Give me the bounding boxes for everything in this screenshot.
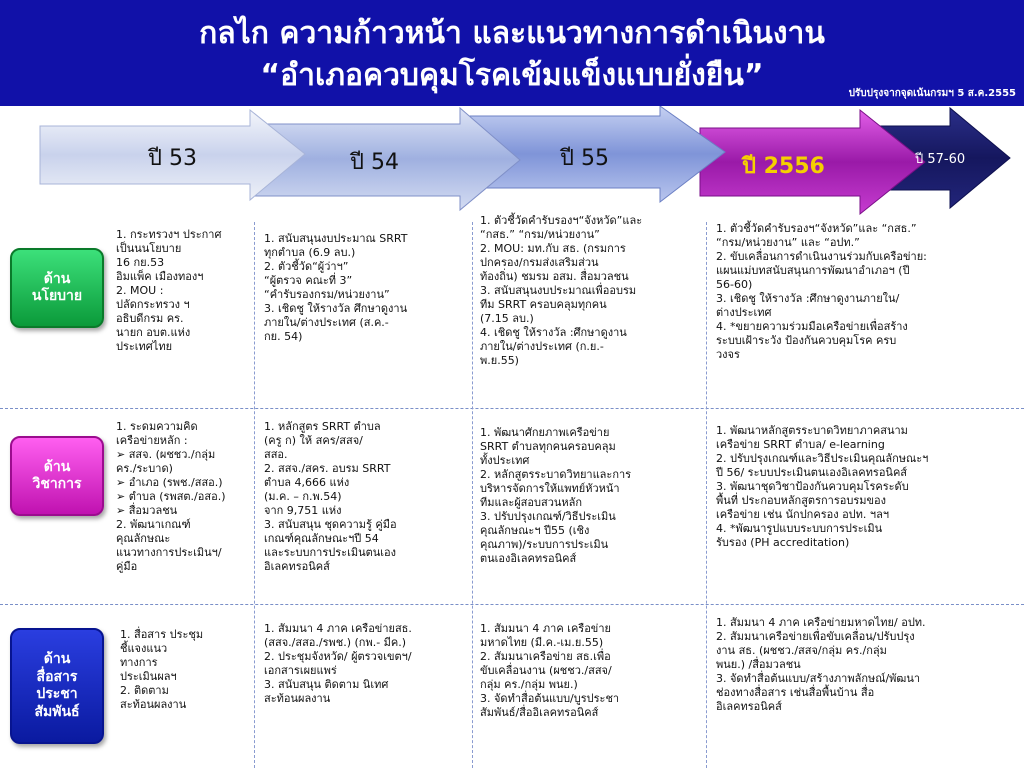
policy-cell-53: 1. กระทรวงฯ ประกาศ เป็นนนโยบาย 16 กย.53 อิมแพ็ค เมืองทองฯ 2. MOU : ปลัดกระทรวง ฯ อธิบดีกรม คร. นายก อบต.แห่ง ประเทศไทย — [116, 228, 222, 353]
academic-cell-55: 1. พัฒนาศักยภาพเครือข่าย SRRT ตำบลทุกคนครอบคลุม ทั้งประเทศ 2. หลักสูตรระบาดวิทยาและการ บริหารจัดการให้แพทย์หัวหน้า ทีมและผู้สอบสวนหลัก 3. ปรับปรุงเกณฑ์/วิธีประเมิน คุณลักษณะฯ ปี55 (เชิง คุณภาพ)/ระบบการประเมิน ตนเองอิเลคทรอนิคส์ — [480, 426, 632, 565]
academic-cell-56: 1. พัฒนาหลักสูตรระบาดวิทยาภาคสนาม เครือข่าย SRRT ตำบล/ e-learning 2. ปรับปรุงเกณฑ์และวิธีประเมินคุณลักษณะฯ ปี 56/ ระบบประเมินตนเองอิเลคทรอนิคส์ 3. พัฒนาชุดวิชาป้องกันควบคุมโรคระดับ พื้นที่ ประกอบหลักสูตรการอบรมของ เครือข่าย เช่น นักปกครอง อปท. ฯลฯ 4. *พัฒนารูปแบบระบบการประเมิน รับรอง (PH accreditation) — [716, 424, 929, 549]
communication-cell-56: 1. สัมมนา 4 ภาค เครือข่ายมหาดไทย/ อปท. 2. สัมมนาเครือข่ายเพื่อขับเคลื่อน/ปรับปรุง งาน สธ. (ผชชว./สสจ/กลุ่ม คร./กลุ่ม พนย.) /สื่อมวลชน 3. จัดทำสื่อต้นแบบ/สร้างภาพลักษณ์/พัฒนา ช่องทางสื่อสาร เช่นสื่อพื้นบ้าน สื่อ อิเลคทรอนิคส์ — [716, 616, 926, 713]
year-label-55: ปี 55 — [560, 146, 609, 171]
communication-cell-55: 1. สัมมนา 4 ภาค เครือข่าย มหาดไทย (มี.ค.-เม.ย.55) 2. สัมมนาเครือข่าย สธ.เพื่อ ขับเคลื่อนงาน (ผชชว./สสจ/ กลุ่ม คร./กลุ่ม พนย.) 3. จัดทำสื่อต้นแบบ/บูรประชา สัมพันธ์/สื่ออิเลคทรอนิคส์ — [480, 622, 620, 719]
column-divider — [254, 222, 255, 768]
communication-cell-54: 1. สัมมนา 4 ภาค เครือข่ายสธ. (สสจ./สสอ./รพช.) (กพ.- มีค.) 2. ประชุมจังหวัด/ ผู้ตรวจเขตฯ/ เอกสารเผยแพร่ 3. สนับสนุน ติดตาม นิเทศ สะท้อนผลงาน — [264, 622, 412, 705]
row-divider — [0, 408, 1024, 409]
page-title: กลไก ความก้าวหน้า และแนวทางการดำเนินงาน — [199, 16, 825, 51]
year-label-57-60: ปี 57-60 — [915, 152, 966, 167]
header-banner — [0, 0, 1024, 106]
year-label-53: ปี 53 — [148, 146, 197, 171]
academic-cell-54: 1. หลักสูตร SRRT ตำบล (ครู ก) ให้ สคร/สสจ/ สสอ. 2. สสจ./สคร. อบรม SRRT ตำบล 4,666 แห่ง (ม.ค. – ก.พ.54) จาก 9,751 แห่ง 3. สนับสนุน ชุดความรู้ คู่มือ เกณฑ์คุณลักษณะฯปี 54 และระบบการประเมินตนเอง อิเลคทรอนิคส์ — [264, 420, 397, 573]
row-divider — [0, 604, 1024, 605]
year-label-54: ปี 54 — [350, 150, 399, 175]
policy-cell-54: 1. สนับสนุนงบประมาณ SRRT ทุกตำบล (6.9 ลบ.) 2. ตัวชี้วัด“ผู้ว่าฯ” “ผู้ตรวจ คณะที่ 3” “คำรับรองกรม/หน่วยงาน” 3. เชิดชู ให้รางวัล ศึกษาดูงาน ภายใน/ต่างประเทศ (ส.ค.- กย. 54) — [264, 232, 408, 343]
column-divider — [472, 222, 473, 768]
revision-note: ปรับปรุงจากจุดเน้นกรมฯ 5 ส.ค.2555 — [848, 88, 1016, 99]
academic-button[interactable]: ด้าน วิชาการ — [10, 436, 104, 516]
column-divider — [706, 222, 707, 768]
academic-cell-53: 1. ระดมความคิด เครือข่ายหลัก : ➢ สสจ. (ผชชว./กลุ่ม คร./ระบาด) ➢ อำเภอ (รพช./สสอ.) ➢ ตำบล (รพสต./อสอ.) ➢ สื่อมวลชน 2. พัฒนาเกณฑ์ คุณลักษณะ แนวทางการประเมินฯ/ คู่มือ — [116, 420, 226, 573]
communication-button[interactable]: ด้าน สื่อสาร ประชา สัมพันธ์ — [10, 628, 104, 744]
communication-cell-53: 1. สื่อสาร ประชุม ชี้แจงแนว ทางการ ประเมินผลฯ 2. ติดตาม สะท้อนผลงาน — [120, 628, 204, 711]
policy-cell-56: 1. ตัวชี้วัดคำรับรองฯ“จังหวัด”และ “กสธ.” “กรม/หน่วยงาน” และ “อปท.” 2. ขับเคลื่อนการดำเนินงานร่วมกับเครือข่าย: แผนแม่บทสนับสนุนการพัฒนาอำเภอฯ (ปี 56-60) 3. เชิดชู ให้รางวัล :ศึกษาดูงานภายใน/ ต่างประเทศ 4. *ขยายความร่วมมือเครือข่ายเพื่อสร้าง ระบบเฝ้าระวัง ป้องกันควบคุมโรค ครบ วงจร — [716, 222, 927, 361]
page-subtitle: “อำเภอควบคุมโรคเข้มแข็งแบบยั่งยืน” — [260, 58, 764, 93]
year-label-2556: ปี 2556 — [742, 154, 825, 179]
policy-button[interactable]: ด้าน นโยบาย — [10, 248, 104, 328]
policy-cell-55: 1. ตัวชี้วัดคำรับรองฯ“จังหวัด”และ “กสธ.” “กรม/หน่วยงาน” 2. MOU: มท.กับ สธ. (กรมการ ปกครอง/กรมส่งเสริมส่วน ท้องถิ่น) ชมรม อสม. สื่อมวลชน 3. สนับสนุนงบประมาณเพื่ออบรม ทีม SRRT ครอบคลุมทุกคน (7.15 ลบ.) 4. เชิดชู ให้รางวัล :ศึกษาดูงาน ภายใน/ต่างประเทศ (ก.ย.- พ.ย.55) — [480, 214, 643, 367]
